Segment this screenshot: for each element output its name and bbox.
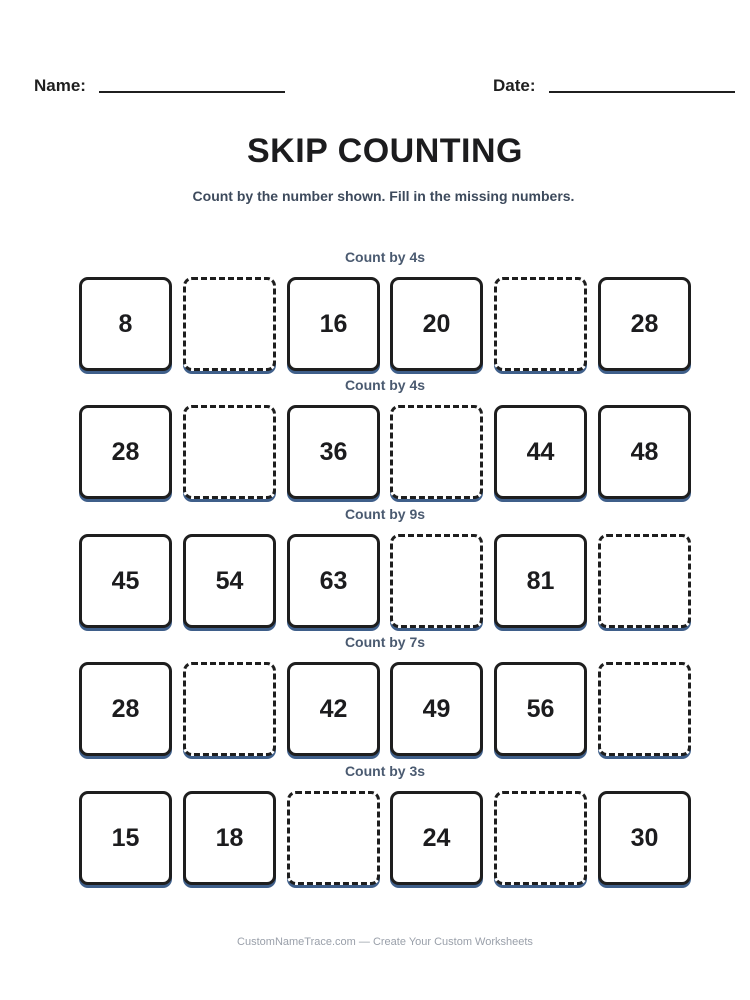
answer-box-blank[interactable]: [598, 534, 691, 628]
answer-box-blank[interactable]: [183, 662, 276, 756]
number-box: 8: [79, 277, 172, 371]
number-box: 20: [390, 277, 483, 371]
answer-box-blank[interactable]: [598, 662, 691, 756]
number-box: 49: [390, 662, 483, 756]
answer-box-blank[interactable]: [183, 405, 276, 499]
number-box: 15: [79, 791, 172, 885]
number-box: 42: [287, 662, 380, 756]
name-label: Name:: [34, 76, 86, 95]
number-box: 28: [79, 405, 172, 499]
footer-credit: CustomNameTrace.com — Create Your Custom Worksheets: [237, 936, 533, 948]
row-label: Count by 4s: [344, 249, 426, 265]
number-box: 24: [390, 791, 483, 885]
worksheet-title: SKIP COUNTING: [246, 132, 523, 170]
row-label: Count by 4s: [344, 377, 426, 393]
answer-box-blank[interactable]: [287, 791, 380, 885]
number-row: [79, 662, 691, 758]
number-box: 18: [183, 791, 276, 885]
number-row: [79, 405, 691, 501]
answer-box-blank[interactable]: [494, 277, 587, 371]
name-field[interactable]: [34, 76, 285, 96]
number-box: 36: [287, 405, 380, 499]
answer-box-blank[interactable]: [390, 534, 483, 628]
number-row: [79, 791, 691, 887]
name-input-line[interactable]: [99, 91, 285, 93]
number-box: 81: [494, 534, 587, 628]
date-field[interactable]: [493, 76, 735, 96]
number-box: 48: [598, 405, 691, 499]
date-label: Date:: [493, 76, 536, 95]
row-label: Count by 9s: [344, 506, 426, 522]
number-box: 63: [287, 534, 380, 628]
number-box: 54: [183, 534, 276, 628]
row-label: Count by 7s: [344, 634, 426, 650]
number-row: [79, 534, 691, 630]
number-box: 28: [598, 277, 691, 371]
date-input-line[interactable]: [549, 91, 735, 93]
number-box: 45: [79, 534, 172, 628]
instructions: Count by the number shown. Fill in the missing numbers.: [192, 188, 575, 204]
number-box: 30: [598, 791, 691, 885]
number-box: 44: [494, 405, 587, 499]
number-box: 28: [79, 662, 172, 756]
header-row: [34, 76, 737, 96]
answer-box-blank[interactable]: [390, 405, 483, 499]
answer-box-blank[interactable]: [494, 791, 587, 885]
number-box: 56: [494, 662, 587, 756]
row-label: Count by 3s: [344, 763, 426, 779]
number-row: [79, 277, 691, 373]
answer-box-blank[interactable]: [183, 277, 276, 371]
number-box: 16: [287, 277, 380, 371]
